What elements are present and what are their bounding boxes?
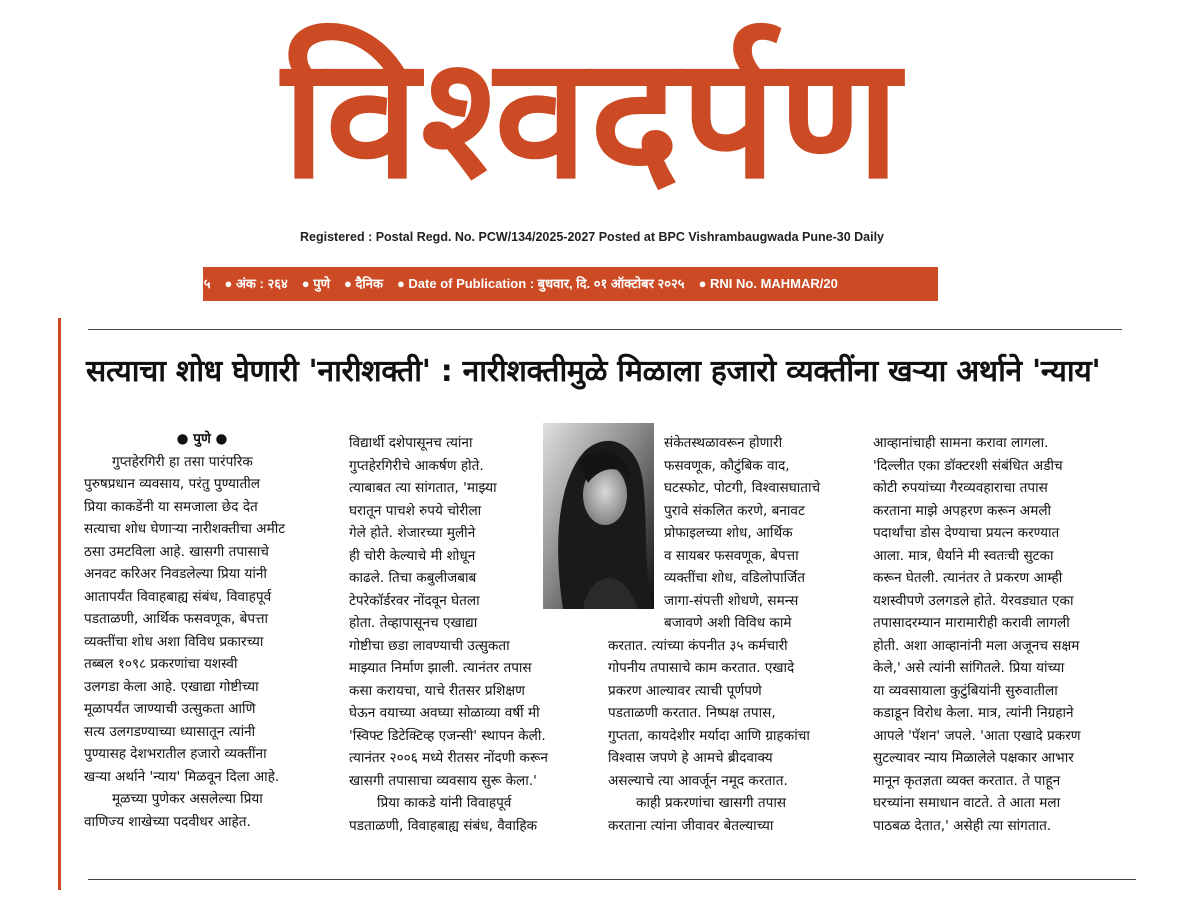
text-line: प्रोफाइलच्या शोध, आर्थिक <box>664 525 793 541</box>
text-line: केले,' असे त्यांनी सांगितले. प्रिया यांच्या <box>873 660 1065 676</box>
column-3-text-top <box>608 432 844 635</box>
info-bar-item: ● RNI No. MAHMAR/20 <box>698 276 838 291</box>
text-line: या व्यवसायाला कुटुंबियांनी सुरुवातीला <box>873 682 1058 699</box>
text-line: घरच्यांना समाधान वाटते. ते आता मला <box>873 795 1061 811</box>
text-line: 'दिल्लीत एका डॉक्टरशी संबंधित अडीच <box>873 457 1063 474</box>
text-line: करून घेतली. त्यानंतर ते प्रकरण आम्ही <box>873 570 1063 586</box>
text-line: होती. अशा आव्हानांनी मला अजूनच सक्षम <box>873 637 1080 654</box>
text-line: पडताळणी, आर्थिक फसवणूक, बेपत्ता <box>84 611 268 627</box>
text-line: ठसा उमटविला आहे. खासगी तपासाचे <box>84 543 269 560</box>
text-line: आतापर्यंत विवाहबाह्य संबंध, विवाहपूर्व <box>84 588 272 605</box>
top-divider <box>88 329 1122 330</box>
text-line: गुप्तता, कायदेशीर मर्यादा आणि ग्राहकांचा <box>608 727 810 744</box>
text-line: करताना त्यांना जीवावर बेतल्याच्या <box>608 817 774 834</box>
text-line: पाठबळ देतात,' असेही त्या सांगतात. <box>873 817 1052 834</box>
text-line: माझ्यात निर्माण झाली. त्यानंतर तपास <box>349 660 532 676</box>
text-line: कसा करायचा, याचे रीतसर प्रशिक्षण <box>349 682 526 699</box>
text-line: प्रिया काकडे यांनी विवाहपूर्व <box>377 795 512 811</box>
text-line: तब्बल १०९८ प्रकरणांचा यशस्वी <box>84 656 238 672</box>
text-line: मूळापर्यंत जाण्याची उत्सुकता आणि <box>84 701 256 717</box>
left-accent-rule <box>58 318 61 890</box>
text-line: पुरुषप्रधान व्यवसाय, परंतु पुण्यातील <box>84 476 260 492</box>
article-column-4 <box>873 432 1109 837</box>
text-line: मानून कृतज्ञता व्यक्त करतात. ते पाहून <box>873 772 1061 789</box>
text-line: काही प्रकरणांचा खासगी तपास <box>636 795 787 811</box>
text-line: त्याबाबत त्या सांगतात, 'माझ्या <box>349 480 497 496</box>
text-line: यशस्वीपणे उलगडले होते. येरवड्यात एका <box>873 592 1074 609</box>
article-headline: सत्याचा शोध घेणारी 'नारीशक्ती' : नारीशक्तीमुळे मिळाला हजारो व्यक्तींना खऱ्या अर्थाने 'न्याय' <box>86 354 1101 389</box>
text-line: करतात. त्यांच्या कंपनीत ३५ कर्मचारी <box>608 637 788 654</box>
info-bar-item: ● अंक : २६४ <box>224 276 288 291</box>
text-line: होता. तेव्हापासूनच एखाद्या <box>349 615 478 631</box>
text-line: उलगडा केला आहे. एखाद्या गोष्टीच्या <box>84 678 259 695</box>
text-line: गेले होते. शेजारच्या मुलीने <box>349 525 476 541</box>
text-line: प्रकरण आल्यावर त्याची पूर्णपणे <box>608 682 762 699</box>
text-line: बजावणे अशी विविध कामे <box>664 615 792 631</box>
info-bar-item: ● पुणे <box>301 276 330 291</box>
text-line: काढले. तिचा कबुलीजबाब <box>349 570 477 586</box>
bottom-divider <box>88 879 1136 880</box>
text-line: व्यक्तींचा शोध अशा विविध प्रकारच्या <box>84 633 264 650</box>
column-4-text <box>873 432 1109 837</box>
text-line: 'स्विफ्ट डिटेक्टिव्ह एजन्सी' स्थापन केली. <box>349 727 546 744</box>
text-line: सत्य उलगडण्याच्या ध्यासातून त्यांनी <box>84 723 256 740</box>
text-line: पडताळणी, विवाहबाह्य संबंध, वैवाहिक <box>349 817 538 834</box>
text-line: गोष्टीचा छडा लावण्याची उत्सुकता <box>349 637 510 654</box>
text-line: फसवणूक, कौटुंबिक वाद, <box>664 457 790 474</box>
text-line: आव्हानांचाही सामना करावा लागला. <box>873 435 1049 451</box>
text-line: अनवट करिअर निवडलेल्या प्रिया यांनी <box>84 566 267 582</box>
text-line: पडताळणी करतात. निष्पक्ष तपास, <box>608 705 776 721</box>
masthead <box>0 18 1184 228</box>
text-line: गोपनीय तपासाचे काम करतात. एखादे <box>608 660 795 676</box>
text-line: खासगी तपासाचा व्यवसाय सुरू केला.' <box>349 772 537 789</box>
text-line: असल्याचे त्या आवर्जून नमूद करतात. <box>608 772 788 789</box>
text-line: प्रिया काकडेंनी या समजाला छेद देत <box>84 498 258 515</box>
text-line: खऱ्या अर्थाने 'न्याय' मिळवून दिला आहे. <box>84 768 280 785</box>
article-column-1 <box>84 428 320 833</box>
column-1-text <box>84 451 320 834</box>
dateline: ● पुणे ● <box>176 431 228 447</box>
text-line: घटस्फोट, पोटगी, विश्वासघाताचे <box>664 480 821 496</box>
text-line: कडाडून विरोध केला. मात्र, त्यांनी निग्रहाने <box>873 705 1074 721</box>
registration-line: Registered : Postal Regd. No. PCW/134/2025-2027 Posted at BPC Vishrambaugwada Pune-30 Daily <box>300 230 884 244</box>
text-line: सुटल्यावर न्याय मिळालेले पक्षकार आभार <box>873 750 1074 766</box>
text-line: ही चोरी केल्याचे मी शोधून <box>349 547 476 564</box>
text-line: विश्वास जपणे हे आमचे ब्रीदवाक्य <box>608 750 773 766</box>
text-line: गुप्तहेरगिरी हा तसा पारंपरिक <box>112 453 253 470</box>
text-line: पुरावे संकलित करणे, बनावट <box>664 502 805 519</box>
text-line: घेऊन वयाच्या अवघ्या सोळाव्या वर्षी मी <box>349 705 540 721</box>
text-line: सत्याचा शोध घेणाऱ्या नारीशक्तीचा अमीट <box>84 521 286 537</box>
text-line: घरातून पाचशे रुपये चोरीला <box>349 502 482 519</box>
text-line: कोटी रुपयांच्या गैरव्यवहाराचा तपास <box>873 480 1048 496</box>
text-line: पदार्थांचा डोस देण्याचा प्रयत्न करण्यात <box>873 525 1060 541</box>
info-bar-items <box>197 267 852 301</box>
text-line: टेपरेकॉर्डरवर नोंदवून घेतला <box>349 592 480 609</box>
article-column-3 <box>608 432 844 837</box>
text-line: आपले 'पॅशन' जपले. 'आता एखादे प्रकरण <box>873 727 1081 744</box>
column-3-text-bottom <box>608 635 844 838</box>
info-bar <box>197 267 938 301</box>
info-bar-item: ● Date of Publication : बुधवार, दि. ०१ ऑक्टोबर २०२५ <box>396 276 685 291</box>
text-line: संकेतस्थळावरून होणारी <box>664 435 783 451</box>
text-line: वाणिज्य शाखेच्या पदवीधर आहेत. <box>84 813 251 830</box>
text-line: करताना माझे अपहरण करून अमली <box>873 502 1052 519</box>
text-line: गुप्तहेरगिरीचे आकर्षण होते. <box>349 457 484 474</box>
info-bar-item: ● दैनिक <box>344 276 383 291</box>
text-line: आला. मात्र, धैर्याने मी स्वतःची सुटका <box>873 547 1054 564</box>
text-line: व सायबर फसवणूक, बेपत्ता <box>664 547 799 564</box>
text-line: पुण्यासह देशभरातील हजारो व्यक्तींना <box>84 746 267 762</box>
text-line: मूळच्या पुणेकर असलेल्या प्रिया <box>112 791 263 807</box>
text-line: व्यक्तींचा शोध, वडिलोपार्जित <box>664 570 806 586</box>
newspaper-logo: विश्वदर्पण <box>282 20 902 216</box>
text-line: तपासादरम्यान मारामारीही करावी लागली <box>873 615 1070 631</box>
text-line: त्यानंतर २००६ मध्ये रीतसर नोंदणी करून <box>349 750 548 766</box>
text-line: विद्यार्थी दशेपासूनच त्यांना <box>349 435 473 451</box>
text-line: जागा-संपत्ती शोधणे, समन्स <box>664 592 799 609</box>
info-bar-item: १५ <box>197 276 211 291</box>
